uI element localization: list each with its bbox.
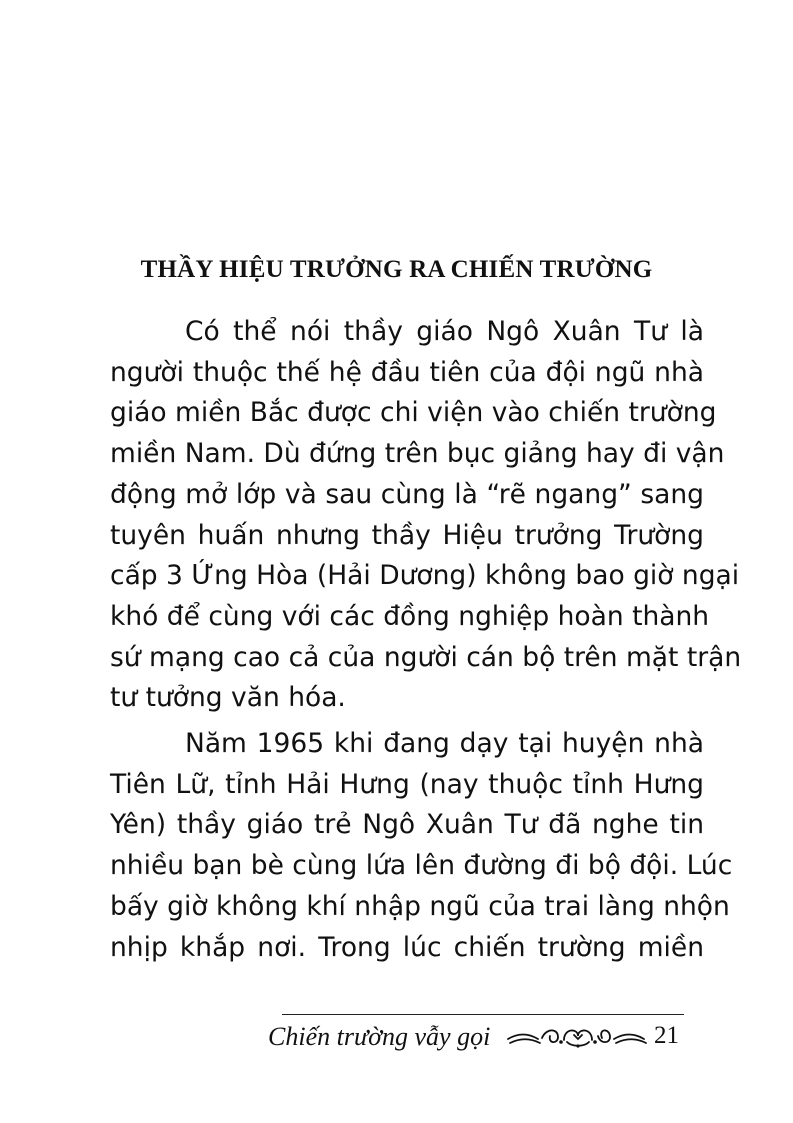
text-line: động mở lớp và sau cùng là “rẽ ngang” sang bbox=[110, 478, 704, 510]
text-line: tuyên huấn nhưng thầy Hiệu trưởng Trường bbox=[110, 519, 704, 551]
page-footer bbox=[268, 1022, 688, 1062]
text-line: Có thể nói thầy giáo Ngô Xuân Tư là bbox=[185, 316, 704, 347]
text-line: sứ mạng cao cả của người cán bộ trên mặt trận bbox=[110, 641, 742, 673]
text-line: nhiều bạn bè cùng lứa lên đường đi bộ đội. Lúc bbox=[110, 850, 733, 882]
text-line: nhịp khắp nơi. Trong lúc chiến trường miền bbox=[110, 931, 704, 963]
text-line: tư tưởng văn hóa. bbox=[110, 682, 346, 714]
text-line: khó để cùng với các đồng nghiệp hoàn thành bbox=[110, 600, 710, 632]
text-line: Yên) thầy giáo trẻ Ngô Xuân Tư đã nghe tin bbox=[110, 809, 704, 841]
chapter-heading: THẦY HIỆU TRƯỞNG RA CHIẾN TRƯỜNG bbox=[140, 256, 653, 283]
paragraph-2 bbox=[110, 724, 733, 968]
text-line: Tiên Lữ, tỉnh Hải Hưng (nay thuộc tỉnh Hưng bbox=[110, 768, 704, 800]
text-line: giáo miền Bắc được chi viện vào chiến trường bbox=[110, 397, 717, 429]
footer-rule bbox=[282, 1014, 684, 1015]
paragraph-1 bbox=[110, 312, 742, 719]
book-title: Chiến trường vẫy gọi bbox=[268, 1022, 491, 1051]
text-line: người thuộc thế hệ đầu tiên của đội ngũ nhà bbox=[110, 356, 704, 388]
page-number: 21 bbox=[654, 1022, 679, 1049]
body-text bbox=[110, 312, 742, 973]
text-line: Năm 1965 khi đang dạy tại huyện nhà bbox=[185, 728, 704, 760]
text-line: cấp 3 Ứng Hòa (Hải Dương) không bao giờ ngại bbox=[110, 560, 740, 592]
ornament-icon bbox=[506, 1024, 651, 1050]
text-line: bấy giờ không khí nhập ngũ của trai làng nhộn bbox=[110, 890, 730, 922]
text-line: miền Nam. Dù đứng trên bục giảng hay đi vận bbox=[110, 438, 725, 470]
